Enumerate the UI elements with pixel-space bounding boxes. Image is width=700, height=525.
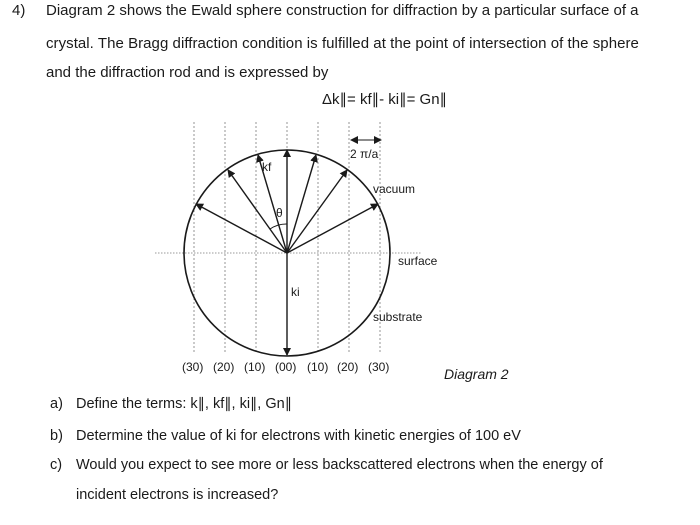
part-a	[50, 396, 292, 412]
kf-arrow	[196, 204, 287, 253]
part-c-continued	[50, 487, 278, 503]
rod-label: (20)	[337, 360, 359, 374]
bragg-formula: Δk∥= kf∥- ki∥= Gn∥	[322, 91, 448, 108]
part-c2-text: incident electrons is increased?	[76, 487, 279, 503]
rod-label: (00)	[275, 360, 297, 374]
ki-label: ki	[291, 285, 300, 299]
rod-label: (30)	[368, 360, 390, 374]
part-b	[50, 428, 521, 444]
part-c-tag: c)	[50, 457, 63, 473]
part-c-text: Would you expect to see more or less backscattered electrons when the energy of	[76, 457, 603, 473]
question-number: 4)	[12, 2, 26, 19]
question-line-1: Diagram 2 shows the Ewald sphere construction for diffraction by a particular surface of a	[46, 2, 639, 19]
rod-label: (10)	[244, 360, 266, 374]
part-a-text: Define the terms: k∥, kf∥, ki∥, Gn∥	[76, 396, 292, 412]
kf-arrow	[287, 155, 316, 253]
part-b-text: Determine the value of ki for electrons with kinetic energies of 100 eV	[76, 428, 521, 444]
theta-label: θ	[276, 206, 283, 220]
rod-label: (10)	[307, 360, 329, 374]
kf-arrow	[287, 204, 378, 253]
rod-label: (20)	[213, 360, 235, 374]
question-line-2: crystal. The Bragg diffraction condition is fulfilled at the point of intersection of the sphere	[46, 35, 639, 52]
spacing-label: 2 π/a	[350, 147, 379, 161]
kf-arrows	[196, 150, 378, 253]
part-c	[50, 457, 603, 473]
part-b-tag: b)	[50, 428, 63, 444]
vacuum-label: vacuum	[373, 182, 416, 196]
substrate-label: substrate	[373, 310, 423, 324]
question-line-3: and the diffraction rod and is expressed by	[46, 64, 329, 81]
diagram-caption: Diagram 2	[444, 366, 509, 382]
kf-arrow	[287, 170, 347, 253]
surface-label: surface	[398, 254, 438, 268]
kf-label: kf	[262, 160, 272, 174]
part-a-tag: a)	[50, 396, 63, 412]
rod-label: (30)	[182, 360, 204, 374]
rod-labels	[182, 360, 389, 374]
